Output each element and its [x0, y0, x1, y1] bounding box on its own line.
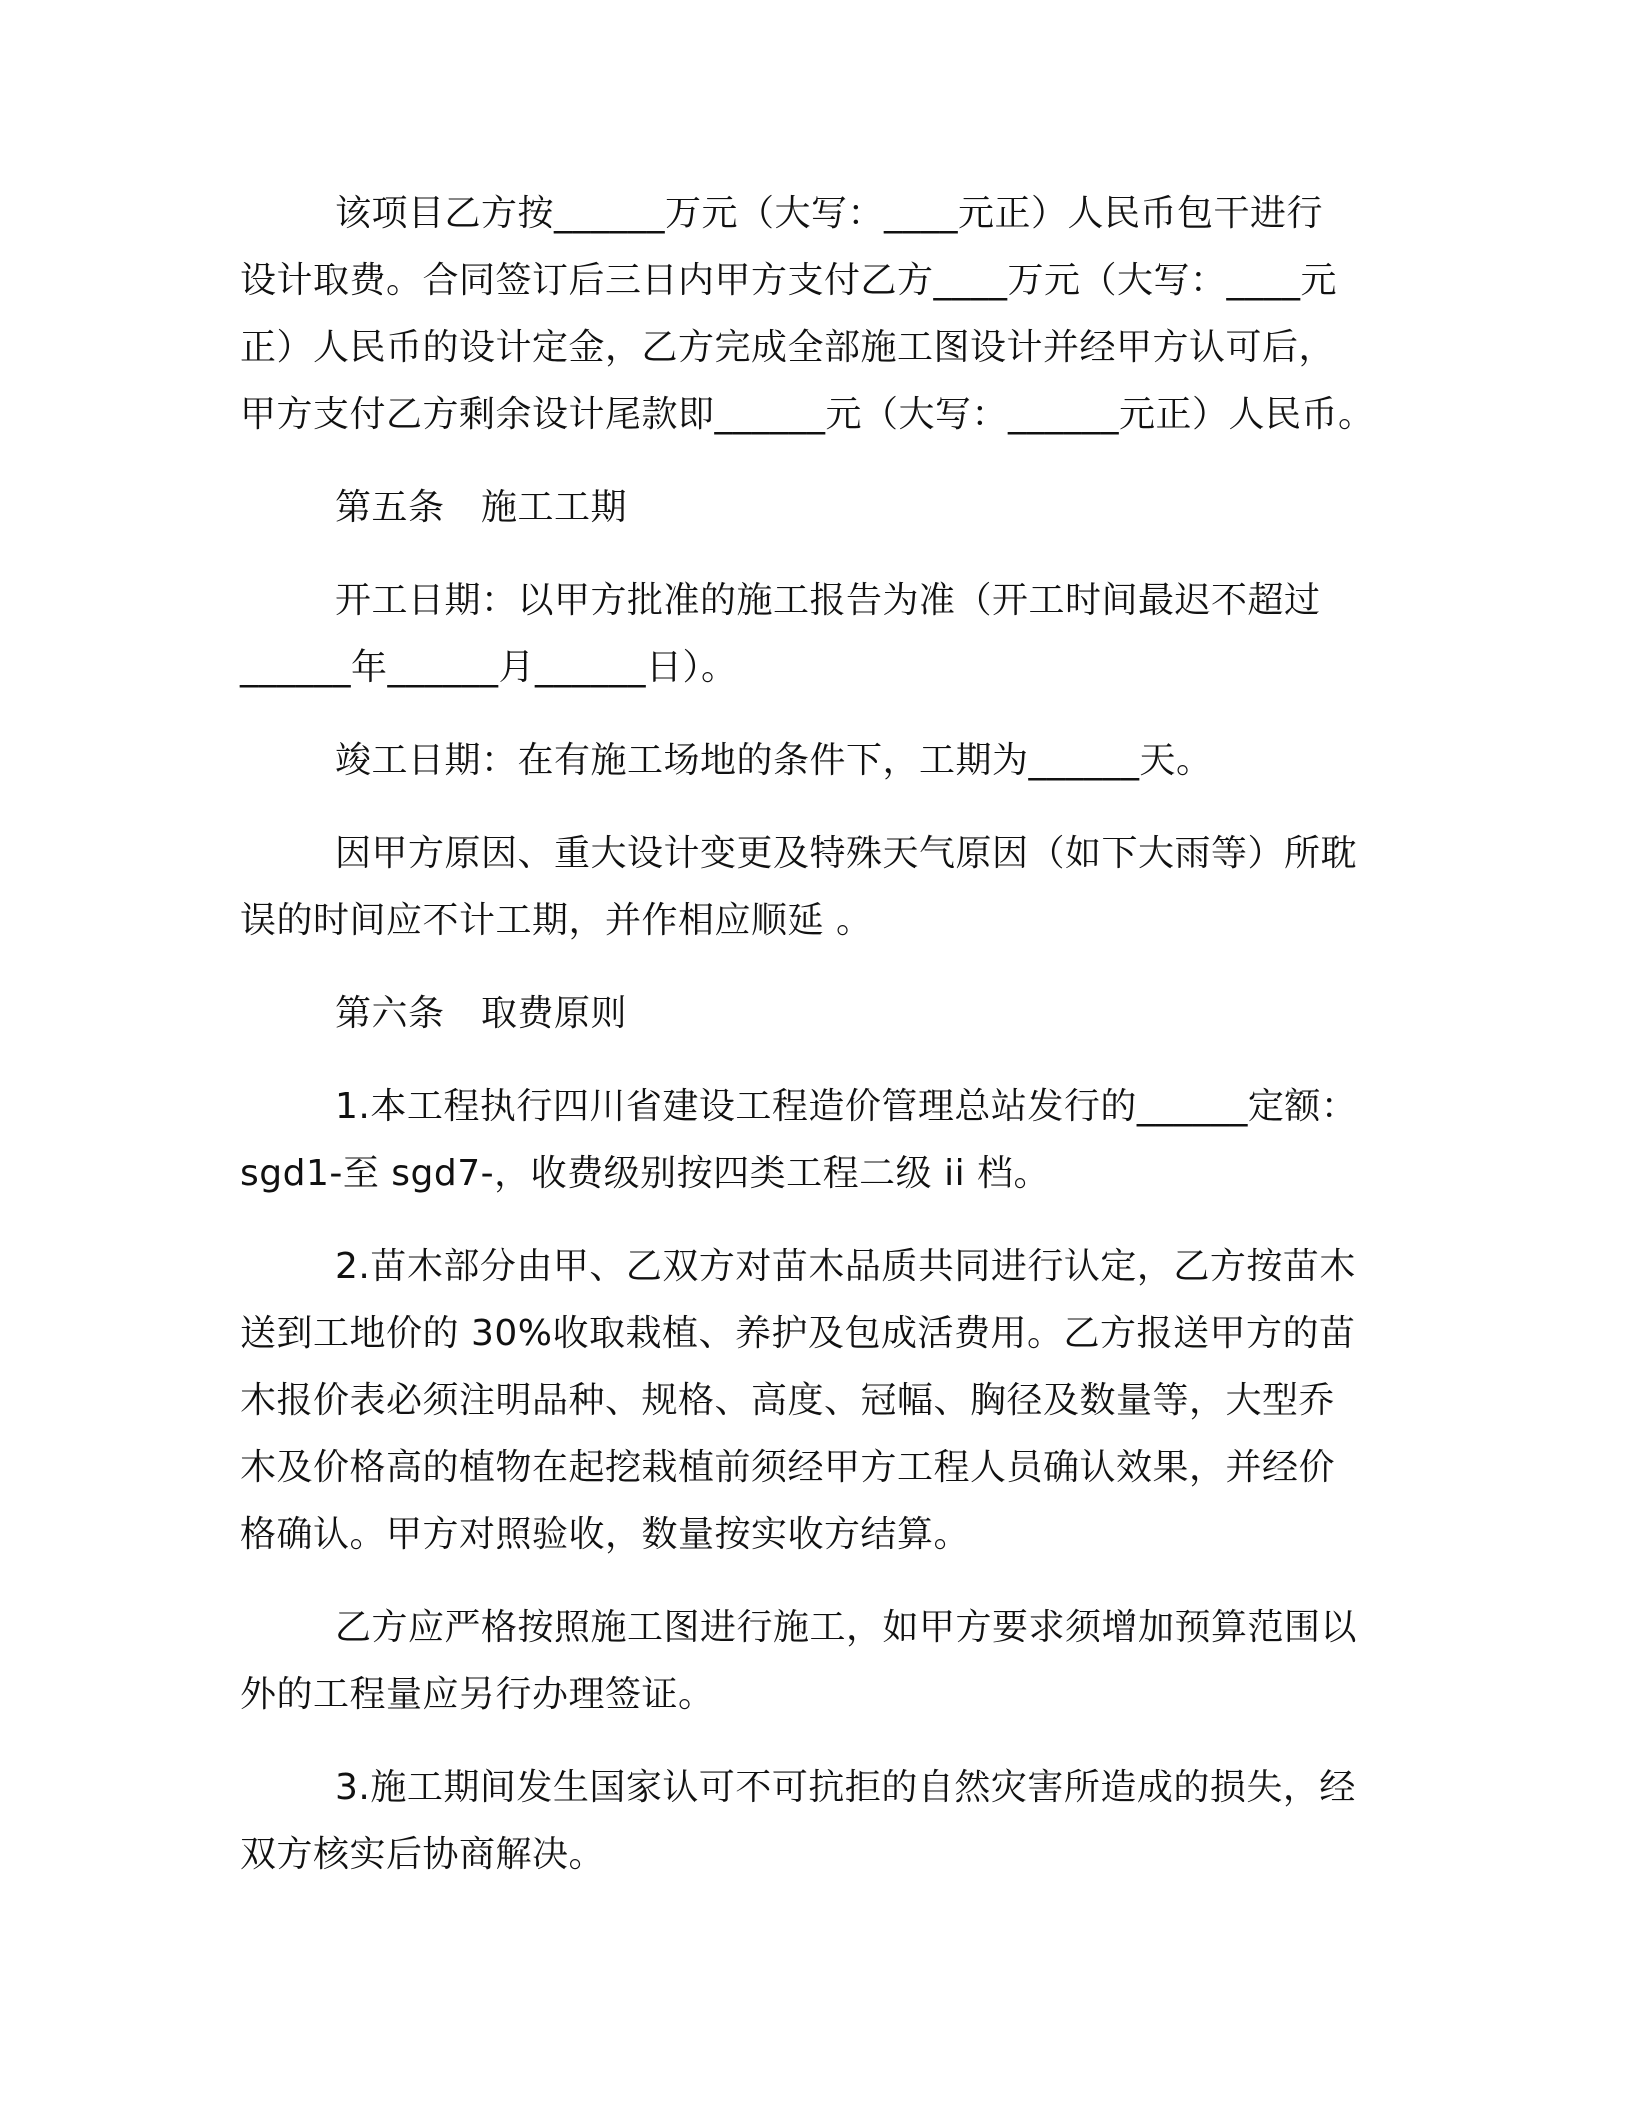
text-line: 甲方支付乙方剩余设计尾款即______元（大写：______元正）人民币。: [240, 394, 1375, 435]
text-line: 外的工程量应另行办理签证。: [240, 1674, 715, 1715]
text-line: 木报价表必须注明品种、规格、高度、冠幅、胸径及数量等，大型乔: [240, 1380, 1336, 1421]
text-line: 开工日期：以甲方批准的施工报告为准（开工时间最迟不超过: [335, 580, 1321, 621]
text-line: 该项目乙方按______万元（大写：____元正）人民币包干进行: [335, 193, 1324, 234]
text-line: 3.施工期间发生国家认可不可抗拒的自然灾害所造成的损失，经: [335, 1767, 1356, 1808]
text-line: 木及价格高的植物在起挖栽植前须经甲方工程人员确认效果，并经价: [240, 1447, 1336, 1488]
text-line: 乙方应严格按照施工图进行施工，如甲方要求须增加预算范围以: [335, 1607, 1358, 1648]
text-line: 双方核实后协商解决。: [240, 1834, 606, 1875]
text-line: 送到工地价的 30%收取栽植、养护及包成活费用。乙方报送甲方的苗: [240, 1313, 1356, 1354]
section-heading: 第五条 施工工期: [335, 487, 628, 528]
text-line: 因甲方原因、重大设计变更及特殊天气原因（如下大雨等）所耽: [335, 833, 1358, 874]
text-line: 1.本工程执行四川省建设工程造价管理总站发行的______定额：: [335, 1086, 1358, 1127]
text-line: 竣工日期：在有施工场地的条件下，工期为______天。: [335, 740, 1213, 781]
text-line: 2.苗木部分由甲、乙双方对苗木品质共同进行认定，乙方按苗木: [335, 1246, 1356, 1287]
text-line: 误的时间应不计工期，并作相应顺延 。: [240, 900, 873, 941]
section-heading: 第六条 取费原则: [335, 993, 628, 1034]
text-line: 正）人民币的设计定金，乙方完成全部施工图设计并经甲方认可后，: [240, 327, 1336, 368]
text-line: 格确认。甲方对照验收，数量按实收方结算。: [240, 1514, 971, 1555]
text-line: ______年______月______日）。: [240, 647, 738, 688]
text-line: 设计取费。合同签订后三日内甲方支付乙方____万元（大写：____元: [240, 260, 1338, 301]
text-line: sgd1-至 sgd7-，收费级别按四类工程二级 ii 档。: [240, 1153, 1051, 1194]
